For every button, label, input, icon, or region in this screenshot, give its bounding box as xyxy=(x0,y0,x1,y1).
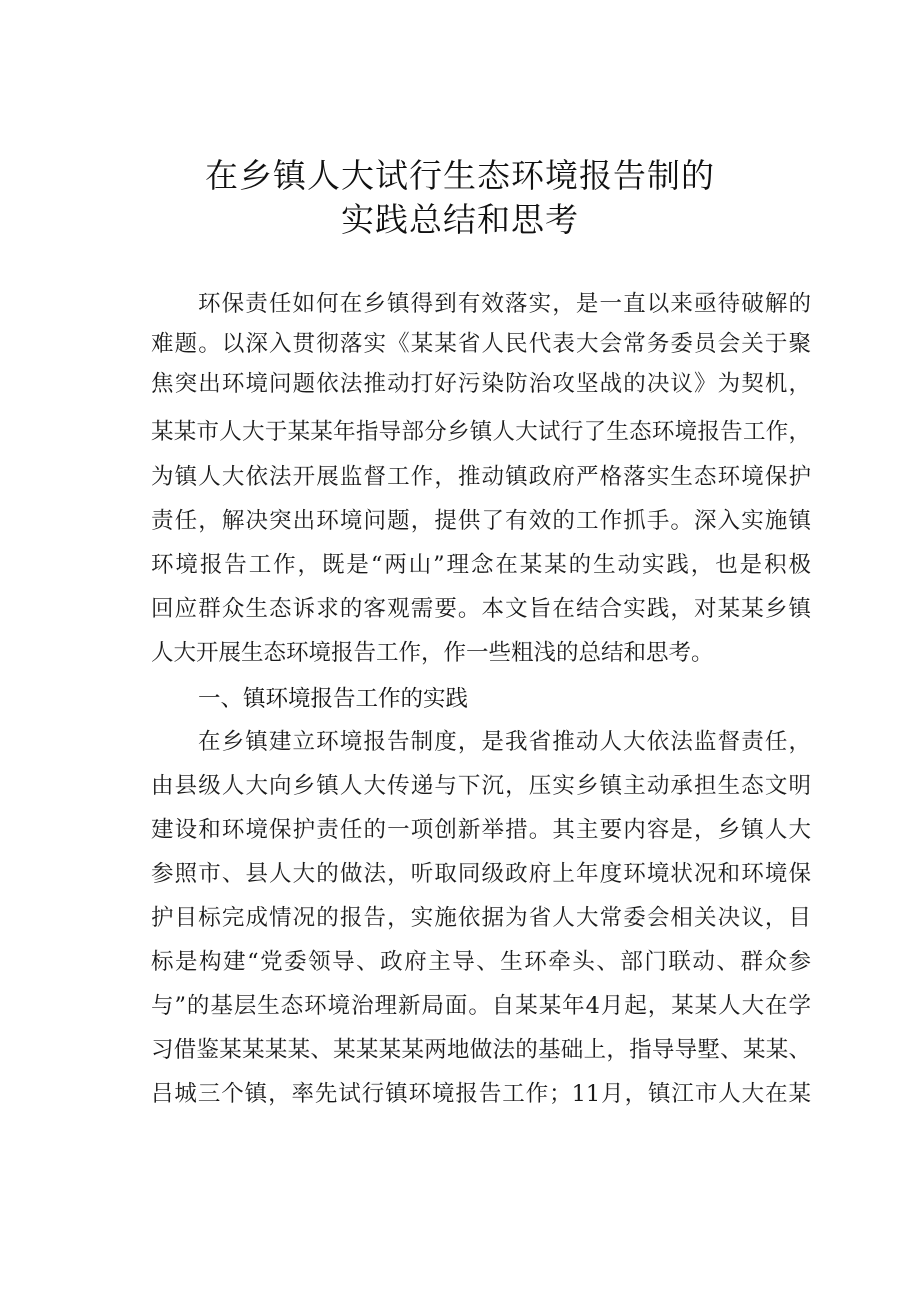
paragraph-1-line-9: 人大开展生态环境报告工作，作一些粗浅的总结和思考。 xyxy=(151,640,714,666)
document-title-line-1: 在乡镇人大试行生态环境报告制的 xyxy=(205,156,715,195)
paragraph-2-line-3: 建设和环境保护责任的一项创新举措。其主要内容是，乡镇人大 xyxy=(151,817,811,843)
paragraph-2-line-5: 护目标完成情况的报告，实施依据为省人大常委会相关决议，目 xyxy=(151,905,811,931)
paragraph-2-line-7: 与”的基层生态环境治理新局面。自某某年4月起，某某人大在学 xyxy=(151,993,811,1019)
paragraph-1-line-6: 责任，解决突出环境问题，提供了有效的工作抓手。深入实施镇 xyxy=(151,508,811,534)
paragraph-1-line-8: 回应群众生态诉求的客观需要。本文旨在结合实践，对某某乡镇 xyxy=(151,596,811,622)
paragraph-1-line-5: 为镇人大依法开展监督工作，推动镇政府严格落实生态环境保护 xyxy=(151,464,811,490)
paragraph-2-line-4: 参照市、县人大的做法，听取同级政府上年度环境状况和环境保 xyxy=(151,861,811,887)
paragraph-1-line-7: 环境报告工作，既是“两山”理念在某某的生动实践，也是积极 xyxy=(151,552,811,578)
paragraph-1-line-2: 难题。以深入贯彻落实《某某省人民代表大会常务委员会关于聚 xyxy=(151,331,811,357)
document-title-line-2: 实践总结和思考 xyxy=(341,200,579,239)
paragraph-1-line-1: 环保责任如何在乡镇得到有效落实，是一直以来亟待破解的 xyxy=(198,291,811,317)
paragraph-1-line-4: 某某市人大于某某年指导部分乡镇人大试行了生态环境报告工作， xyxy=(151,419,811,445)
paragraph-2-line-1: 在乡镇建立环境报告制度，是我省推动人大依法监督责任， xyxy=(198,729,811,755)
paragraph-2-line-9: 吕城三个镇，率先试行镇环境报告工作；11月，镇江市人大在某 xyxy=(151,1081,811,1107)
paragraph-2-line-2: 由县级人大向乡镇人大传递与下沉，压实乡镇主动承担生态文明 xyxy=(151,773,811,799)
paragraph-2-line-8: 习借鉴某某某某、某某某某两地做法的基础上，指导导墅、某某、 xyxy=(151,1037,811,1063)
paragraph-1-line-3: 焦突出环境问题依法推动打好污染防治攻坚战的决议》为契机， xyxy=(151,371,811,397)
paragraph-2-line-6: 标是构建“党委领导、政府主导、生环牵头、部门联动、群众参 xyxy=(151,949,811,975)
section-1-heading: 一、镇环境报告工作的实践 xyxy=(198,686,469,712)
